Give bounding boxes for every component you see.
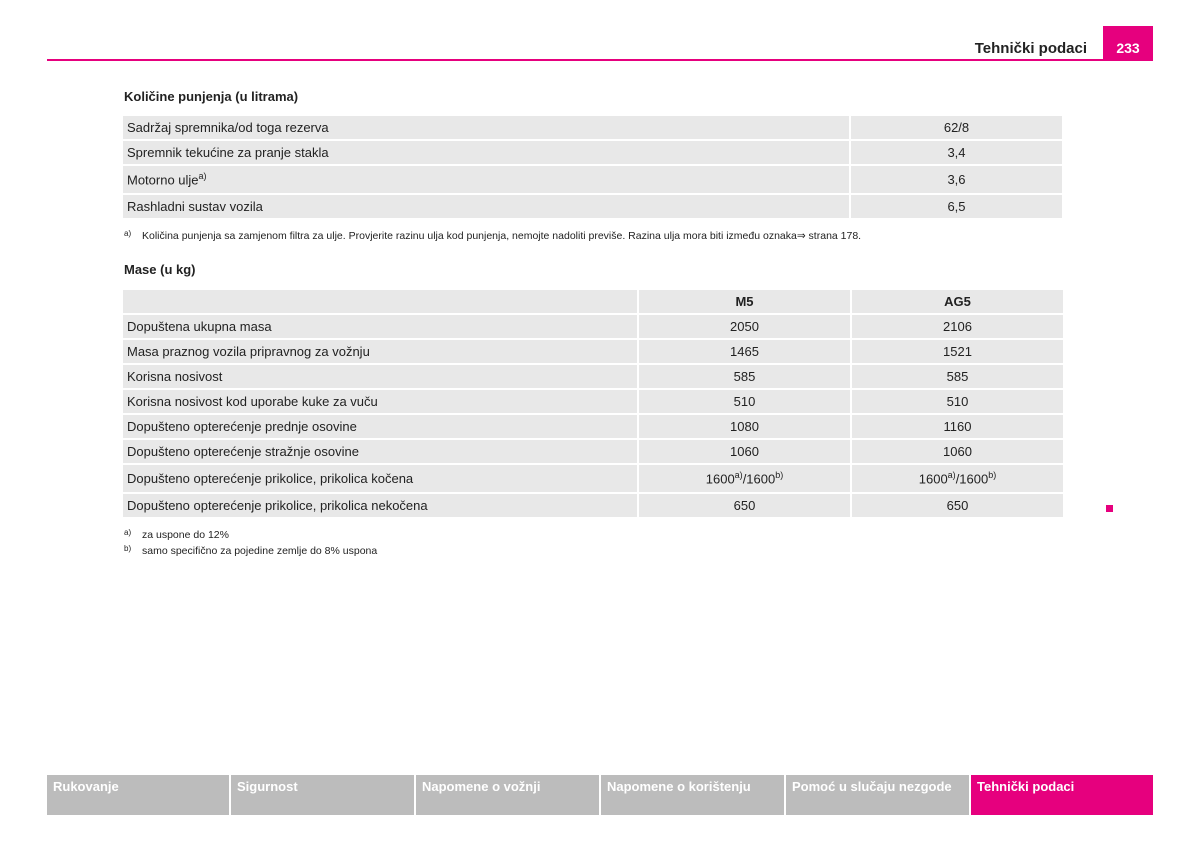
row-label: Dopušteno opterećenje prikolice, prikolica nekočena	[123, 494, 637, 519]
cell-ag5	[850, 465, 1063, 494]
page-header-title: Tehnički podaci	[974, 40, 1087, 57]
cell-m5: 1080	[637, 415, 850, 440]
cell-ag5: 2106	[850, 315, 1063, 340]
cell-ag5: 585	[850, 365, 1063, 390]
header-divider	[47, 59, 1153, 61]
row-value: 3,6	[849, 166, 1062, 195]
table-row	[123, 141, 1062, 166]
table-row	[123, 195, 1062, 220]
row-label: Korisna nosivost kod uporabe kuke za vuču	[123, 390, 637, 415]
footnote-mark: b)	[124, 544, 132, 553]
table-row	[123, 365, 1063, 390]
cell-ag5: 650	[850, 494, 1063, 519]
footnote-ref-a: a)	[947, 470, 956, 481]
cell-m5: 1060	[637, 440, 850, 465]
table-row	[123, 166, 1062, 195]
column-header-ag5: AG5	[850, 290, 1063, 315]
row-value: 3,4	[849, 141, 1062, 166]
table-row	[123, 440, 1063, 465]
row-value: 62/8	[849, 116, 1062, 141]
cell-m5: 510	[637, 390, 850, 415]
table-row	[123, 390, 1063, 415]
footnote-text: Količina punjenja sa zamjenom filtra za ulje. Provjerite razinu ulja kod punjenja, nemojte nadoliti previše. Razina ulja mora biti između oznaka⇒ strana 178.	[142, 230, 862, 242]
bottom-chapter-nav	[47, 775, 1153, 815]
section-end-marker	[1106, 505, 1113, 512]
nav-tab-pomoc-u-slucaju-nezgode[interactable]: Pomoć u slučaju nezgode	[786, 775, 969, 815]
row-label: Masa praznog vozila pripravnog za vožnju	[123, 340, 637, 365]
table-row	[123, 116, 1062, 141]
cell-ag5: 1160	[850, 415, 1063, 440]
footnote-ref-b: b)	[988, 470, 997, 481]
cell-m5: 1465	[637, 340, 850, 365]
nav-tab-tehnicki-podaci[interactable]: Tehnički podaci	[971, 775, 1153, 815]
footnote-text: samo specifično za pojedine zemlje do 8% uspona	[142, 545, 378, 557]
footnote-mark: a)	[124, 229, 132, 238]
table-row	[123, 340, 1063, 365]
row-label	[123, 166, 849, 195]
page-number: 233	[1103, 26, 1153, 59]
fill-quantities-title: Količine punjenja (u litrama)	[124, 89, 299, 104]
footnote-text: za uspone do 12%	[142, 529, 229, 541]
row-label: Dopušteno opterećenje prikolice, prikolica kočena	[123, 465, 637, 494]
column-header-empty	[123, 290, 637, 315]
footnote-ref: a)	[198, 171, 207, 182]
column-header-m5: M5	[637, 290, 850, 315]
table-row	[123, 494, 1063, 519]
cell-ag5: 510	[850, 390, 1063, 415]
footnote-ref-b: b)	[775, 470, 784, 481]
mass-table	[123, 290, 1063, 519]
row-label: Dopušteno opterećenje stražnje osovine	[123, 440, 637, 465]
nav-tab-napomene-o-koristenju[interactable]: Napomene o korištenju	[601, 775, 784, 815]
fill-footnote	[124, 229, 861, 242]
value-a: 1600	[705, 471, 735, 487]
row-label-text: Motorno ulje	[127, 172, 199, 188]
table-row	[123, 315, 1063, 340]
nav-tab-rukovanje[interactable]: Rukovanje	[47, 775, 229, 815]
nav-tab-napomene-o-voznji[interactable]: Napomene o vožnji	[416, 775, 599, 815]
table-row	[123, 415, 1063, 440]
footnote-ref-a: a)	[734, 470, 743, 481]
cell-ag5: 1521	[850, 340, 1063, 365]
value-a: 1600	[918, 471, 948, 487]
value-b: /1600	[742, 471, 776, 487]
row-label: Spremnik tekućine za pranje stakla	[123, 141, 849, 166]
footnote-mark: a)	[124, 528, 132, 537]
row-label: Rashladni sustav vozila	[123, 195, 849, 220]
row-label: Korisna nosivost	[123, 365, 637, 390]
cell-m5	[637, 465, 850, 494]
mass-footnote-b	[124, 544, 377, 557]
mass-footnote-a	[124, 528, 229, 541]
row-label: Sadržaj spremnika/od toga rezerva	[123, 116, 849, 141]
cell-m5: 585	[637, 365, 850, 390]
fill-quantities-table	[123, 116, 1062, 220]
table-header-row	[123, 290, 1063, 315]
row-label: Dopušteno opterećenje prednje osovine	[123, 415, 637, 440]
value-b: /1600	[955, 471, 989, 487]
cell-m5: 2050	[637, 315, 850, 340]
mass-title: Mase (u kg)	[124, 262, 196, 277]
cell-ag5: 1060	[850, 440, 1063, 465]
table-row	[123, 465, 1063, 494]
row-label: Dopuštena ukupna masa	[123, 315, 637, 340]
row-value: 6,5	[849, 195, 1062, 220]
cell-m5: 650	[637, 494, 850, 519]
nav-tab-sigurnost[interactable]: Sigurnost	[231, 775, 414, 815]
